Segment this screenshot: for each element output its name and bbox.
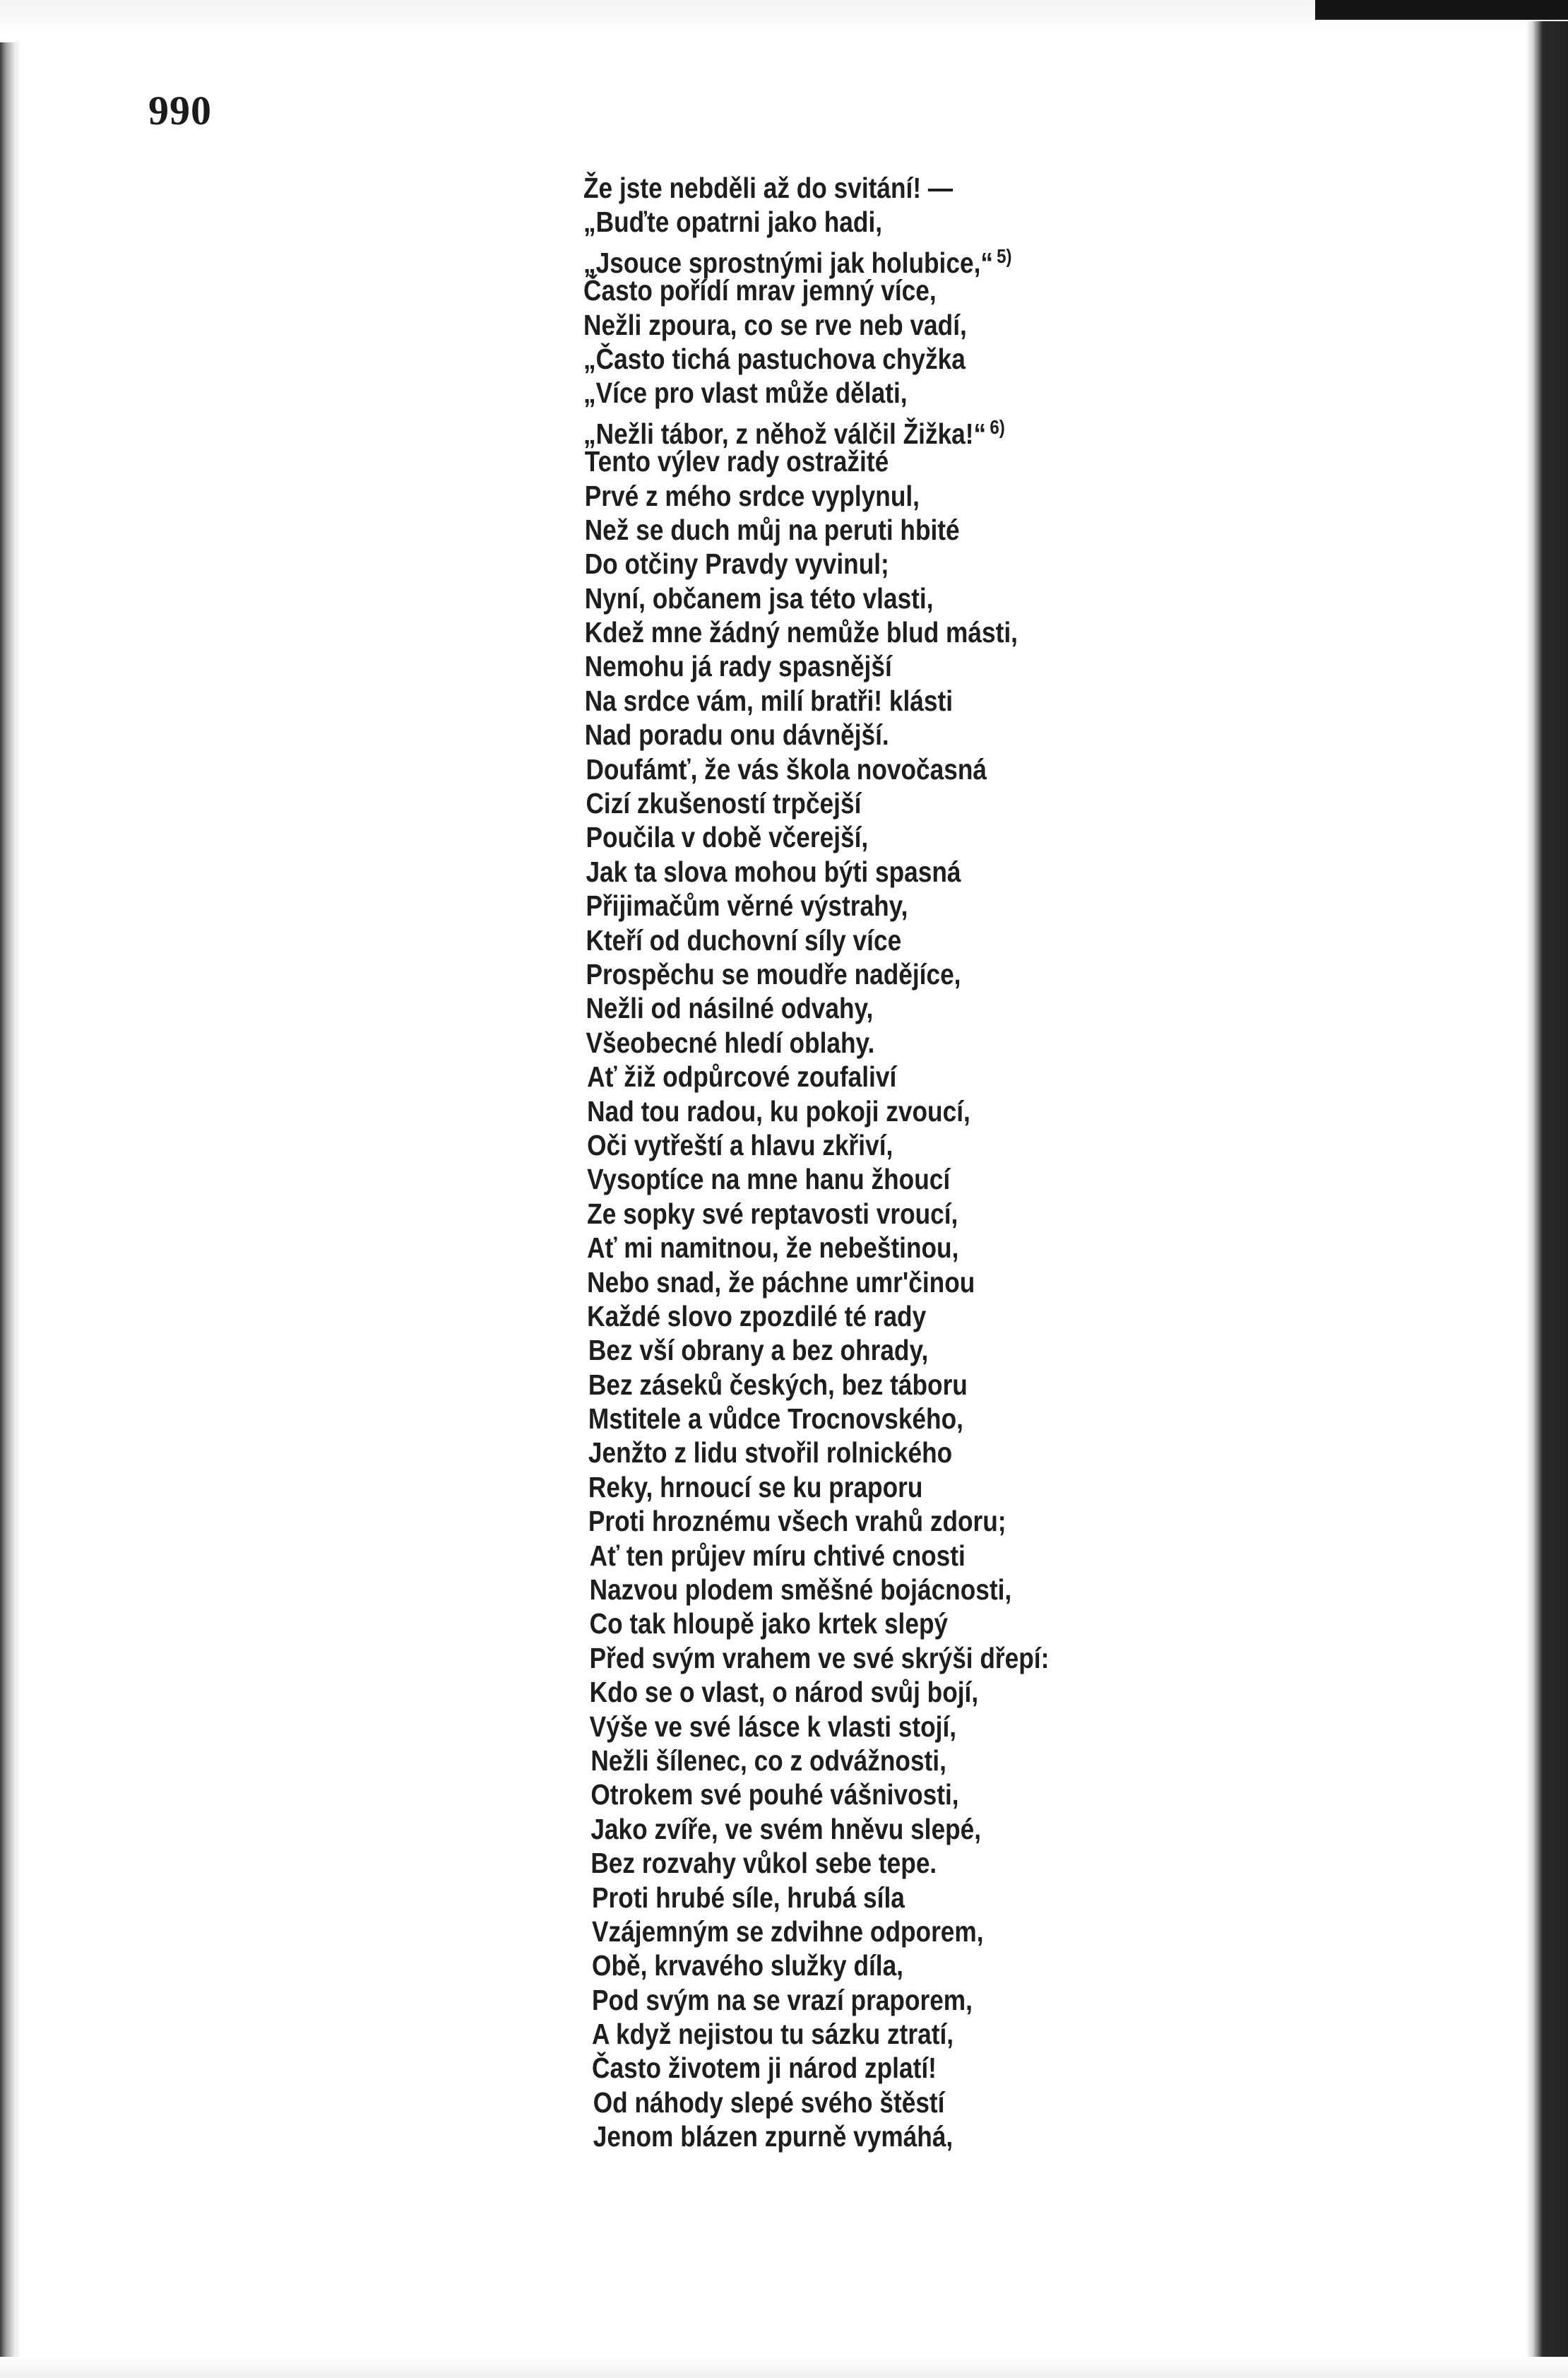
poem-line (583, 820, 1373, 854)
poem-line (583, 1231, 1373, 1265)
poem-line-text: Pod svým na se vrazí praporem, (592, 1983, 973, 2016)
poem-line-text: Často pořídí mrav jemný více, (583, 274, 937, 307)
poem-line (583, 239, 1373, 279)
poem-line-text: Než se duch můj na peruti hbité (584, 513, 960, 546)
poem-line-text: Tento výlev rady ostražité (584, 445, 889, 478)
poem-line (583, 752, 1373, 786)
poem-line (583, 957, 1373, 991)
poem-line-text: Nežli zpoura, co se rve neb vadí, (583, 308, 967, 341)
poem-line-text: Nad tou radou, ku pokoji zvoucí, (587, 1094, 970, 1128)
poem-line-text: Výše ve své lásce k vlasti stojí, (589, 1710, 957, 1743)
right-scan-border (1526, 21, 1568, 2378)
poem-line-text: Otrokem své pouhé vášnivosti, (590, 1778, 959, 1811)
poem-line (583, 855, 1373, 889)
poem-line (583, 615, 1373, 649)
poem-line (583, 547, 1373, 581)
poem-line-text: A když nejistou tu sázku ztratí, (592, 2018, 954, 2051)
poem-line-text: Vysoptíce na mne hanu žhoucí (587, 1163, 951, 1196)
poem-line (583, 1846, 1373, 1880)
scan-border-corner (1315, 0, 1568, 20)
poem-line-text: Všeobecné hledí oblahy. (586, 1026, 875, 1059)
poem-line (583, 1162, 1373, 1196)
poem-line-text: Cizí zkušeností trpčejší (586, 787, 862, 820)
poem-line (583, 1504, 1373, 1538)
poem-line-text: „Buďte opatrni jako hadi, (583, 206, 883, 239)
poem-line (583, 308, 1373, 342)
poem-line (583, 1948, 1373, 1982)
poem-line-text: Doufámť, že vás škola novočasná (586, 752, 987, 786)
poem-line-text: Proti hrubé síle, hrubá síla (592, 1881, 905, 1914)
poem-line (583, 376, 1373, 410)
poem-line-text: Jenžto z lidu stvořil rolnického (588, 1436, 953, 1469)
poem-line (583, 889, 1373, 923)
poem-line-text: Před svým vrahem ve své skrýši dřepí: (589, 1641, 1050, 1674)
poem-line-text: „Jsouce sprostnými jak holubice,“ (583, 246, 994, 279)
poem-line (583, 2086, 1373, 2119)
poem-line (583, 1094, 1373, 1128)
poem-line-text: Kdo se o vlast, o národ svůj bojí, (589, 1676, 979, 1709)
poem-line (583, 1368, 1373, 1402)
poem-line (583, 2017, 1373, 2051)
poem-line (583, 581, 1373, 615)
poem-line (583, 1983, 1373, 2017)
poem-line-text: Proti hroznému všech vrahů zdoru; (588, 1505, 1006, 1538)
poem-line (583, 342, 1373, 376)
poem-line-text: Bez vší obrany a bez ohrady, (588, 1334, 929, 1367)
poem-line (583, 1402, 1373, 1436)
poem-line-text: Bez záseků českých, bez táboru (588, 1368, 968, 1401)
poem-line (583, 991, 1373, 1025)
poem-line-text: „Často tichá pastuchova chyžka (583, 342, 966, 375)
poem-line-text: Jako zvíře, ve svém hněvu slepé, (590, 1812, 982, 1845)
poem-line (583, 1710, 1373, 1744)
poem-line (583, 171, 1373, 205)
poem-line (583, 1333, 1373, 1367)
poem-line (583, 786, 1373, 820)
poem-line-text: Často životem ji národ zplatí! (592, 2052, 937, 2085)
footnote-reference: 5) (997, 244, 1012, 267)
poem-line-text: Nyní, občanem jsa této vlasti, (584, 581, 934, 615)
poem-line (583, 479, 1373, 513)
poem-line-text: Nemohu já rady spasnější (584, 650, 892, 683)
poem-line-text: Reky, hrnoucí se ku praporu (588, 1470, 923, 1503)
poem-line-text: Na srdce vám, milí bratři! klásti (584, 684, 954, 717)
poem-line-text: Bez rozvahy vůkol sebe tepe. (590, 1847, 937, 1880)
poem-line (583, 1265, 1373, 1299)
poem-line-text: Nad poradu onu dávnější. (584, 718, 889, 752)
poem-line (583, 1915, 1373, 1948)
poem-line-text: Ať ten průjev míru chtivé cnosti (589, 1539, 966, 1572)
poem-line (583, 1812, 1373, 1846)
poem-line-text: Prvé z mého srdce vyplynul, (584, 479, 920, 512)
poem-line-text: Jenom blázen zpurně vymáhá, (593, 2120, 954, 2153)
poem-line (583, 1675, 1373, 1709)
poem-line (583, 1299, 1373, 1333)
poem-line-text: Ať mi namitnou, že nebeštinou, (587, 1231, 959, 1265)
poem-line (583, 1026, 1373, 1060)
left-binding-edge (0, 42, 21, 2378)
poem-line-text: Kdež mne žádný nemůže blud másti, (584, 616, 1018, 649)
poem-line (583, 1881, 1373, 1915)
poem-line-text: Poučila v době včerejší, (586, 821, 869, 854)
poem-line-text: Že jste nebděli až do svitání! — (583, 172, 954, 204)
page-number: 990 (148, 88, 212, 134)
poem-line (583, 1641, 1373, 1675)
poem-text (583, 171, 1373, 2154)
poem-line (583, 684, 1373, 718)
poem-line-text: Obě, krvavého služky díla, (592, 1949, 903, 1982)
poem-line-text: Ze sopky své reptavosti vroucí, (587, 1197, 958, 1230)
poem-line-text: Prospěchu se moudře nadějíce, (586, 957, 961, 990)
poem-line-text: „Více pro vlast může dělati, (583, 377, 908, 410)
poem-line-text: Co tak hloupě jako krtek slepý (589, 1607, 949, 1640)
poem-line (583, 2119, 1373, 2153)
poem-line-text: Do otčiny Pravdy vyvinul; (584, 548, 889, 581)
poem-line-text: Každé slovo zpozdilé té rady (587, 1299, 927, 1332)
poem-line (583, 513, 1373, 547)
poem-line-text: „Nežli tábor, z něhož válčil Žižka!“ (583, 417, 987, 450)
poem-line (583, 2051, 1373, 2085)
poem-line (583, 1436, 1373, 1469)
poem-line-text: Nazvou plodem směšné bojácnosti, (589, 1573, 1012, 1607)
poem-line-text: Vzájemným se zdvihne odporem, (592, 1915, 984, 1948)
poem-line (583, 205, 1373, 239)
poem-line (583, 1128, 1373, 1162)
poem-line-text: Nežli od násilné odvahy, (586, 992, 874, 1025)
poem-line (583, 649, 1373, 683)
poem-line-text: Od náhody slepé svého štěstí (593, 2086, 945, 2119)
poem-line (583, 1777, 1373, 1811)
poem-line-text: Kteří od duchovní síly více (586, 923, 902, 957)
poem-line (583, 1539, 1373, 1573)
poem-line (583, 410, 1373, 450)
poem-line (583, 1744, 1373, 1777)
poem-line-text: Jak ta slova mohou býti spasná (586, 855, 961, 888)
poem-line-text: Oči vytřeští a hlavu zkřiví, (587, 1128, 893, 1161)
poem-line-text: Nežli šílenec, co z odvážnosti, (590, 1744, 946, 1777)
footnote-reference: 6) (990, 415, 1005, 438)
poem-line (583, 1607, 1373, 1640)
bottom-shadow (0, 2357, 1568, 2378)
poem-line-text: Přijimačům věrné výstrahy, (586, 889, 908, 923)
poem-line (583, 1573, 1373, 1607)
poem-line (583, 923, 1373, 957)
poem-line (583, 1470, 1373, 1504)
poem-line-text: Ať žiž odpůrcové zoufaliví (587, 1060, 897, 1094)
poem-line-text: Nebo snad, že páchne umr'činou (587, 1265, 975, 1299)
poem-line (583, 1060, 1373, 1094)
poem-line-text: Mstitele a vůdce Trocnovského, (588, 1402, 963, 1436)
poem-line (583, 718, 1373, 752)
poem-line (583, 1197, 1373, 1231)
